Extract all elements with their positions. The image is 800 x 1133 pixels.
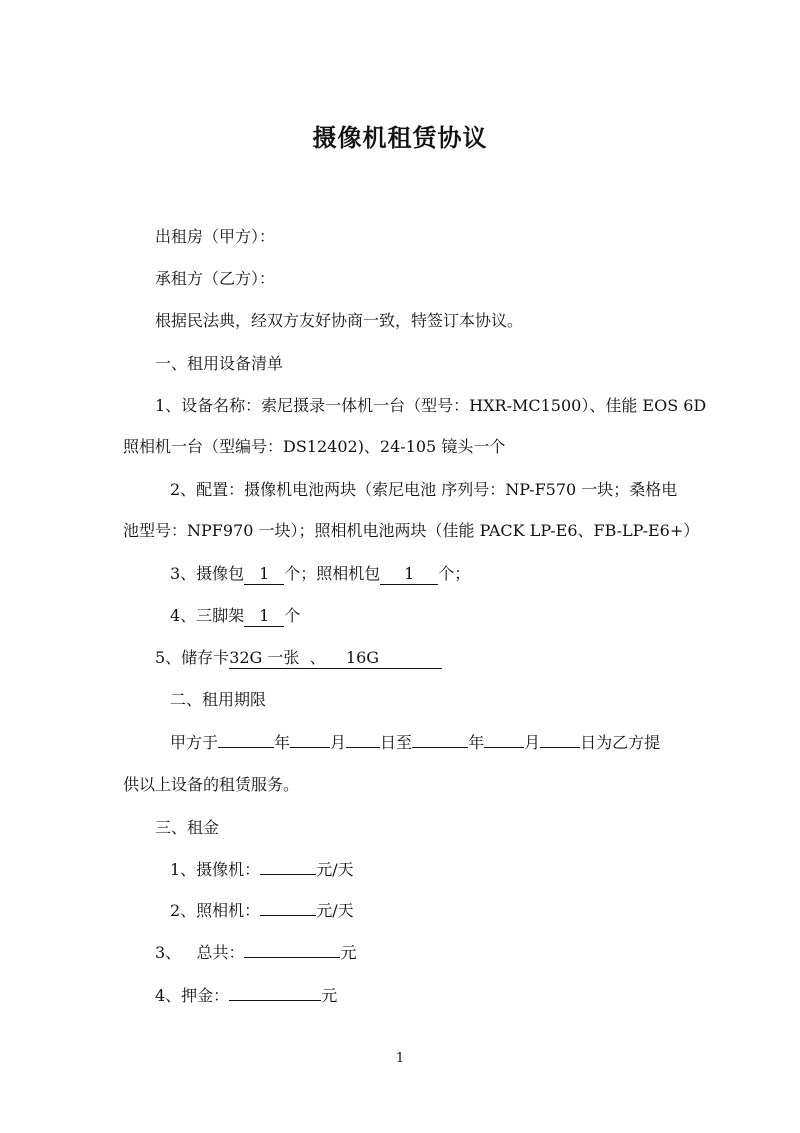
term-text-4: 日至 — [380, 733, 413, 752]
end-month-blank — [484, 747, 524, 748]
lessor-line: 出租房（甲方）： — [155, 227, 276, 246]
item4-suffix: 个 — [284, 606, 301, 625]
deposit-label: 4、押金： — [155, 986, 230, 1005]
rent-camera-label: 1、摄像机： — [170, 860, 261, 879]
item3-middle: 个；照相机包 — [284, 564, 381, 583]
end-day-blank — [540, 747, 580, 748]
item3-suffix: 个； — [438, 564, 471, 583]
equipment-item4 — [170, 605, 300, 627]
equipment-item1-line1: 1、设备名称：索尼摄录一体机一台（型号：HXR-MC1500）、佳能 EOS 6D — [155, 396, 707, 415]
deposit-line — [155, 985, 337, 1007]
camera-bag-count: 1 — [244, 564, 284, 585]
equipment-item1-line2: 照相机一台（型编号：DS12402)、24-105 镜头一个 — [123, 437, 506, 456]
start-day-blank — [346, 747, 380, 748]
section3-heading: 三、租金 — [155, 818, 220, 837]
equipment-item3 — [170, 563, 470, 585]
rent-camera-line — [170, 859, 354, 881]
term-text-7: 日为乙方提 — [580, 733, 661, 752]
tripod-count: 1 — [244, 606, 284, 627]
rent-photo-label: 2、照相机： — [170, 901, 261, 920]
document-title: 摄像机租赁协议 — [312, 123, 488, 152]
section2-heading: 二、租用期限 — [170, 690, 267, 709]
page-number: 1 — [395, 1051, 405, 1066]
rent-photo-blank — [260, 915, 316, 916]
rent-photo-line — [170, 900, 354, 922]
deposit-unit: 元 — [321, 986, 338, 1005]
lessee-line: 承租方（乙方）： — [155, 269, 276, 288]
term-text-5: 年 — [468, 733, 485, 752]
rent-total-line — [155, 942, 356, 964]
start-month-blank — [290, 747, 330, 748]
photo-bag-count: 1 — [380, 564, 438, 585]
equipment-item2-line2: 池型号：NPF970 一块）；照相机电池两块（佳能 PACK LP-E6、FB-LP-E6+） — [123, 521, 700, 540]
memory-cards: 32G 一张 、 16G — [229, 648, 442, 669]
term-text-1: 甲方于 — [170, 733, 219, 752]
equipment-item2-line1: 2、配置：摄像机电池两块（索尼电池 序列号：NP-F570 一块；桑格电 — [170, 480, 678, 499]
term-text-3: 月 — [330, 733, 347, 752]
rent-photo-unit: 元/天 — [316, 901, 354, 920]
equipment-item5 — [155, 647, 442, 669]
rent-camera-unit: 元/天 — [316, 860, 354, 879]
section1-heading: 一、租用设备清单 — [155, 354, 284, 373]
preamble: 根据民法典，经双方友好协商一致，特签订本协议。 — [155, 311, 524, 330]
lease-term-line2: 供以上设备的租赁服务。 — [123, 775, 300, 794]
rent-total-blank — [244, 957, 340, 958]
term-text-6: 月 — [524, 733, 541, 752]
lease-term-line1 — [170, 732, 660, 754]
rent-total-unit: 元 — [340, 943, 357, 962]
item3-prefix: 3、摄像包 — [170, 564, 245, 583]
end-year-blank — [412, 747, 468, 748]
deposit-blank — [229, 1000, 321, 1001]
start-year-blank — [218, 747, 274, 748]
item4-prefix: 4、三脚架 — [170, 606, 245, 625]
rent-total-label: 3、 总共： — [155, 943, 245, 962]
term-text-2: 年 — [274, 733, 291, 752]
rent-camera-blank — [260, 874, 316, 875]
item5-prefix: 5、储存卡 — [155, 648, 230, 667]
